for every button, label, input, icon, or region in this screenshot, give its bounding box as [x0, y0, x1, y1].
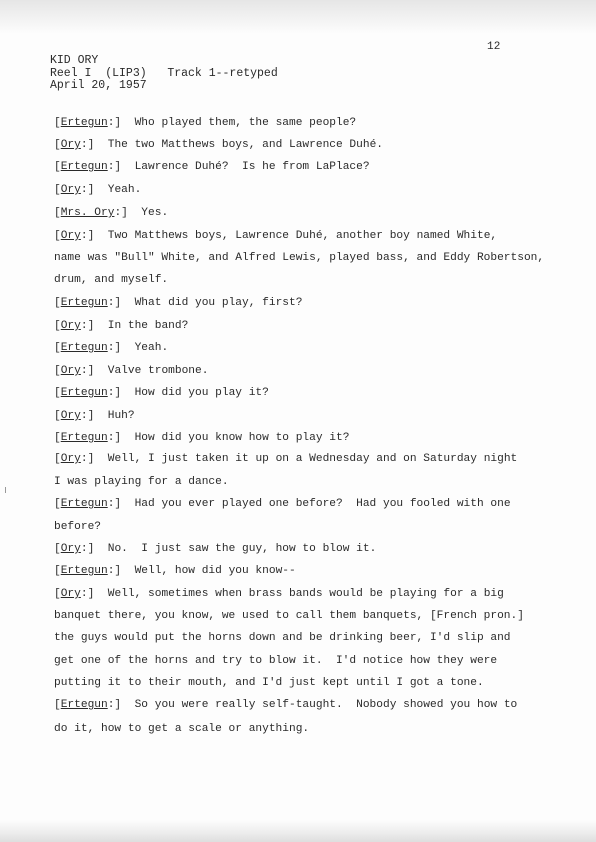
header-date: April 20, 1957	[50, 79, 147, 92]
line-text: banquet there, you know, we used to call them banquets, [French pron.]	[54, 610, 524, 622]
speaker-name: Ertegun	[60, 117, 108, 129]
line-text: What did you play, first?	[121, 297, 303, 309]
header-reel-track: Reel I (LIP3) Track 1--retyped	[50, 66, 278, 80]
transcript-line: [Ertegun:] How did you play it?	[54, 387, 269, 399]
line-text: I was playing for a dance.	[54, 476, 229, 488]
transcript-line: [Ory:] The two Matthews boys, and Lawrence Duhé.	[54, 139, 383, 151]
transcript-line: [Ory:] Valve trombone.	[54, 365, 209, 377]
line-text: drum, and myself.	[54, 274, 169, 286]
line-text: How did you know how to play it?	[121, 432, 350, 444]
transcript-line	[54, 521, 101, 533]
transcript-line	[54, 632, 511, 644]
speaker-name: Ory	[60, 230, 81, 242]
line-text: Valve trombone.	[94, 365, 209, 377]
transcript-line	[54, 252, 544, 264]
line-text: putting it to their mouth, and I'd just kept until I got a tone.	[54, 677, 484, 689]
transcript-line: [Ory:] Huh?	[54, 410, 135, 422]
line-text: do it, how to get a scale or anything.	[54, 723, 310, 735]
speaker-name: Ory	[60, 184, 81, 196]
transcript-line: [Ertegun:] Had you ever played one before? Had you fooled with one	[54, 498, 511, 510]
line-text: Had you ever played one before? Had you fooled with one	[121, 498, 511, 510]
line-text: Huh?	[94, 410, 135, 422]
transcript-line	[54, 610, 524, 622]
speaker-name: Ertegun	[60, 387, 108, 399]
line-text: Yeah.	[94, 184, 142, 196]
speaker-name: Ertegun	[60, 699, 108, 711]
speaker-name: Ory	[60, 410, 81, 422]
line-text: before?	[54, 521, 101, 533]
line-text: get one of the horns and try to blow it. I'd notice how they were	[54, 655, 498, 667]
line-text: Who played them, the same people?	[121, 117, 357, 129]
transcript-line: [Ory:] Well, I just taken it up on a Wednesday and on Saturday night	[54, 453, 518, 465]
transcript-line: [Mrs. Ory:] Yes.	[54, 207, 169, 219]
line-text: Well, how did you know--	[121, 565, 296, 577]
document-header	[50, 55, 278, 93]
speaker-name: Ory	[60, 365, 81, 377]
transcript-line	[54, 655, 497, 667]
transcript-line: [Ory:] Two Matthews boys, Lawrence Duhé, another boy named White,	[54, 230, 498, 242]
scan-bottom-shadow	[0, 820, 596, 842]
line-text: How did you play it?	[121, 387, 269, 399]
speaker-name: Ory	[60, 320, 81, 332]
speaker-name: Ertegun	[60, 498, 108, 510]
line-text: Lawrence Duhé? Is he from LaPlace?	[121, 161, 370, 173]
line-text: Well, I just taken it up on a Wednesday and on Saturday night	[94, 453, 518, 465]
line-text: The two Matthews boys, and Lawrence Duhé.	[94, 139, 383, 151]
speaker-name: Ory	[60, 588, 81, 600]
transcript-line	[54, 274, 168, 286]
transcript-line: [Ertegun:] Lawrence Duhé? Is he from LaPlace?	[54, 161, 370, 173]
transcript-line: [Ertegun:] Who played them, the same people?	[54, 117, 357, 129]
speaker-name: Ory	[60, 139, 81, 151]
speaker-name: Ertegun	[60, 432, 108, 444]
line-text: Yeah.	[121, 342, 169, 354]
transcript-line: [Ory:] Well, sometimes when brass bands would be playing for a big	[54, 588, 504, 600]
scan-top-shadow	[0, 0, 596, 34]
speaker-name: Mrs. Ory	[60, 207, 115, 219]
line-text: the guys would put the horns down and be drinking beer, I'd slip and	[54, 632, 511, 644]
line-text: Two Matthews boys, Lawrence Duhé, another boy named White,	[94, 230, 498, 242]
line-text: Yes.	[127, 207, 169, 219]
margin-mark	[5, 487, 6, 493]
transcript-line	[54, 723, 309, 735]
transcript-line: [Ertegun:] So you were really self-taught. Nobody showed you how to	[54, 699, 518, 711]
line-text: So you were really self-taught. Nobody showed you how to	[121, 699, 518, 711]
transcript-line: [Ertegun:] Yeah.	[54, 342, 169, 354]
speaker-name: Ertegun	[60, 565, 108, 577]
speaker-name: Ertegun	[60, 297, 108, 309]
transcript-line: [Ertegun:] Well, how did you know--	[54, 565, 296, 577]
speaker-name: Ertegun	[60, 161, 108, 173]
transcript-line: [Ertegun:] What did you play, first?	[54, 297, 303, 309]
page-number: 12	[487, 41, 501, 53]
transcript-line	[54, 677, 484, 689]
transcript-line: [Ertegun:] How did you know how to play it?	[54, 432, 350, 444]
speaker-name: Ory	[60, 543, 81, 555]
header-title: KID ORY	[50, 54, 99, 67]
transcript-line	[54, 476, 229, 488]
transcript-line: [Ory:] No. I just saw the guy, how to blow it.	[54, 543, 377, 555]
speaker-name: Ertegun	[60, 342, 108, 354]
transcript-line: [Ory:] Yeah.	[54, 184, 142, 196]
line-text: No. I just saw the guy, how to blow it.	[94, 543, 377, 555]
line-text: In the band?	[94, 320, 189, 332]
line-text: name was "Bull" White, and Alfred Lewis, played bass, and Eddy Robertson,	[54, 252, 545, 264]
speaker-name: Ory	[60, 453, 81, 465]
line-text: Well, sometimes when brass bands would be playing for a big	[94, 588, 504, 600]
transcript-line: [Ory:] In the band?	[54, 320, 189, 332]
